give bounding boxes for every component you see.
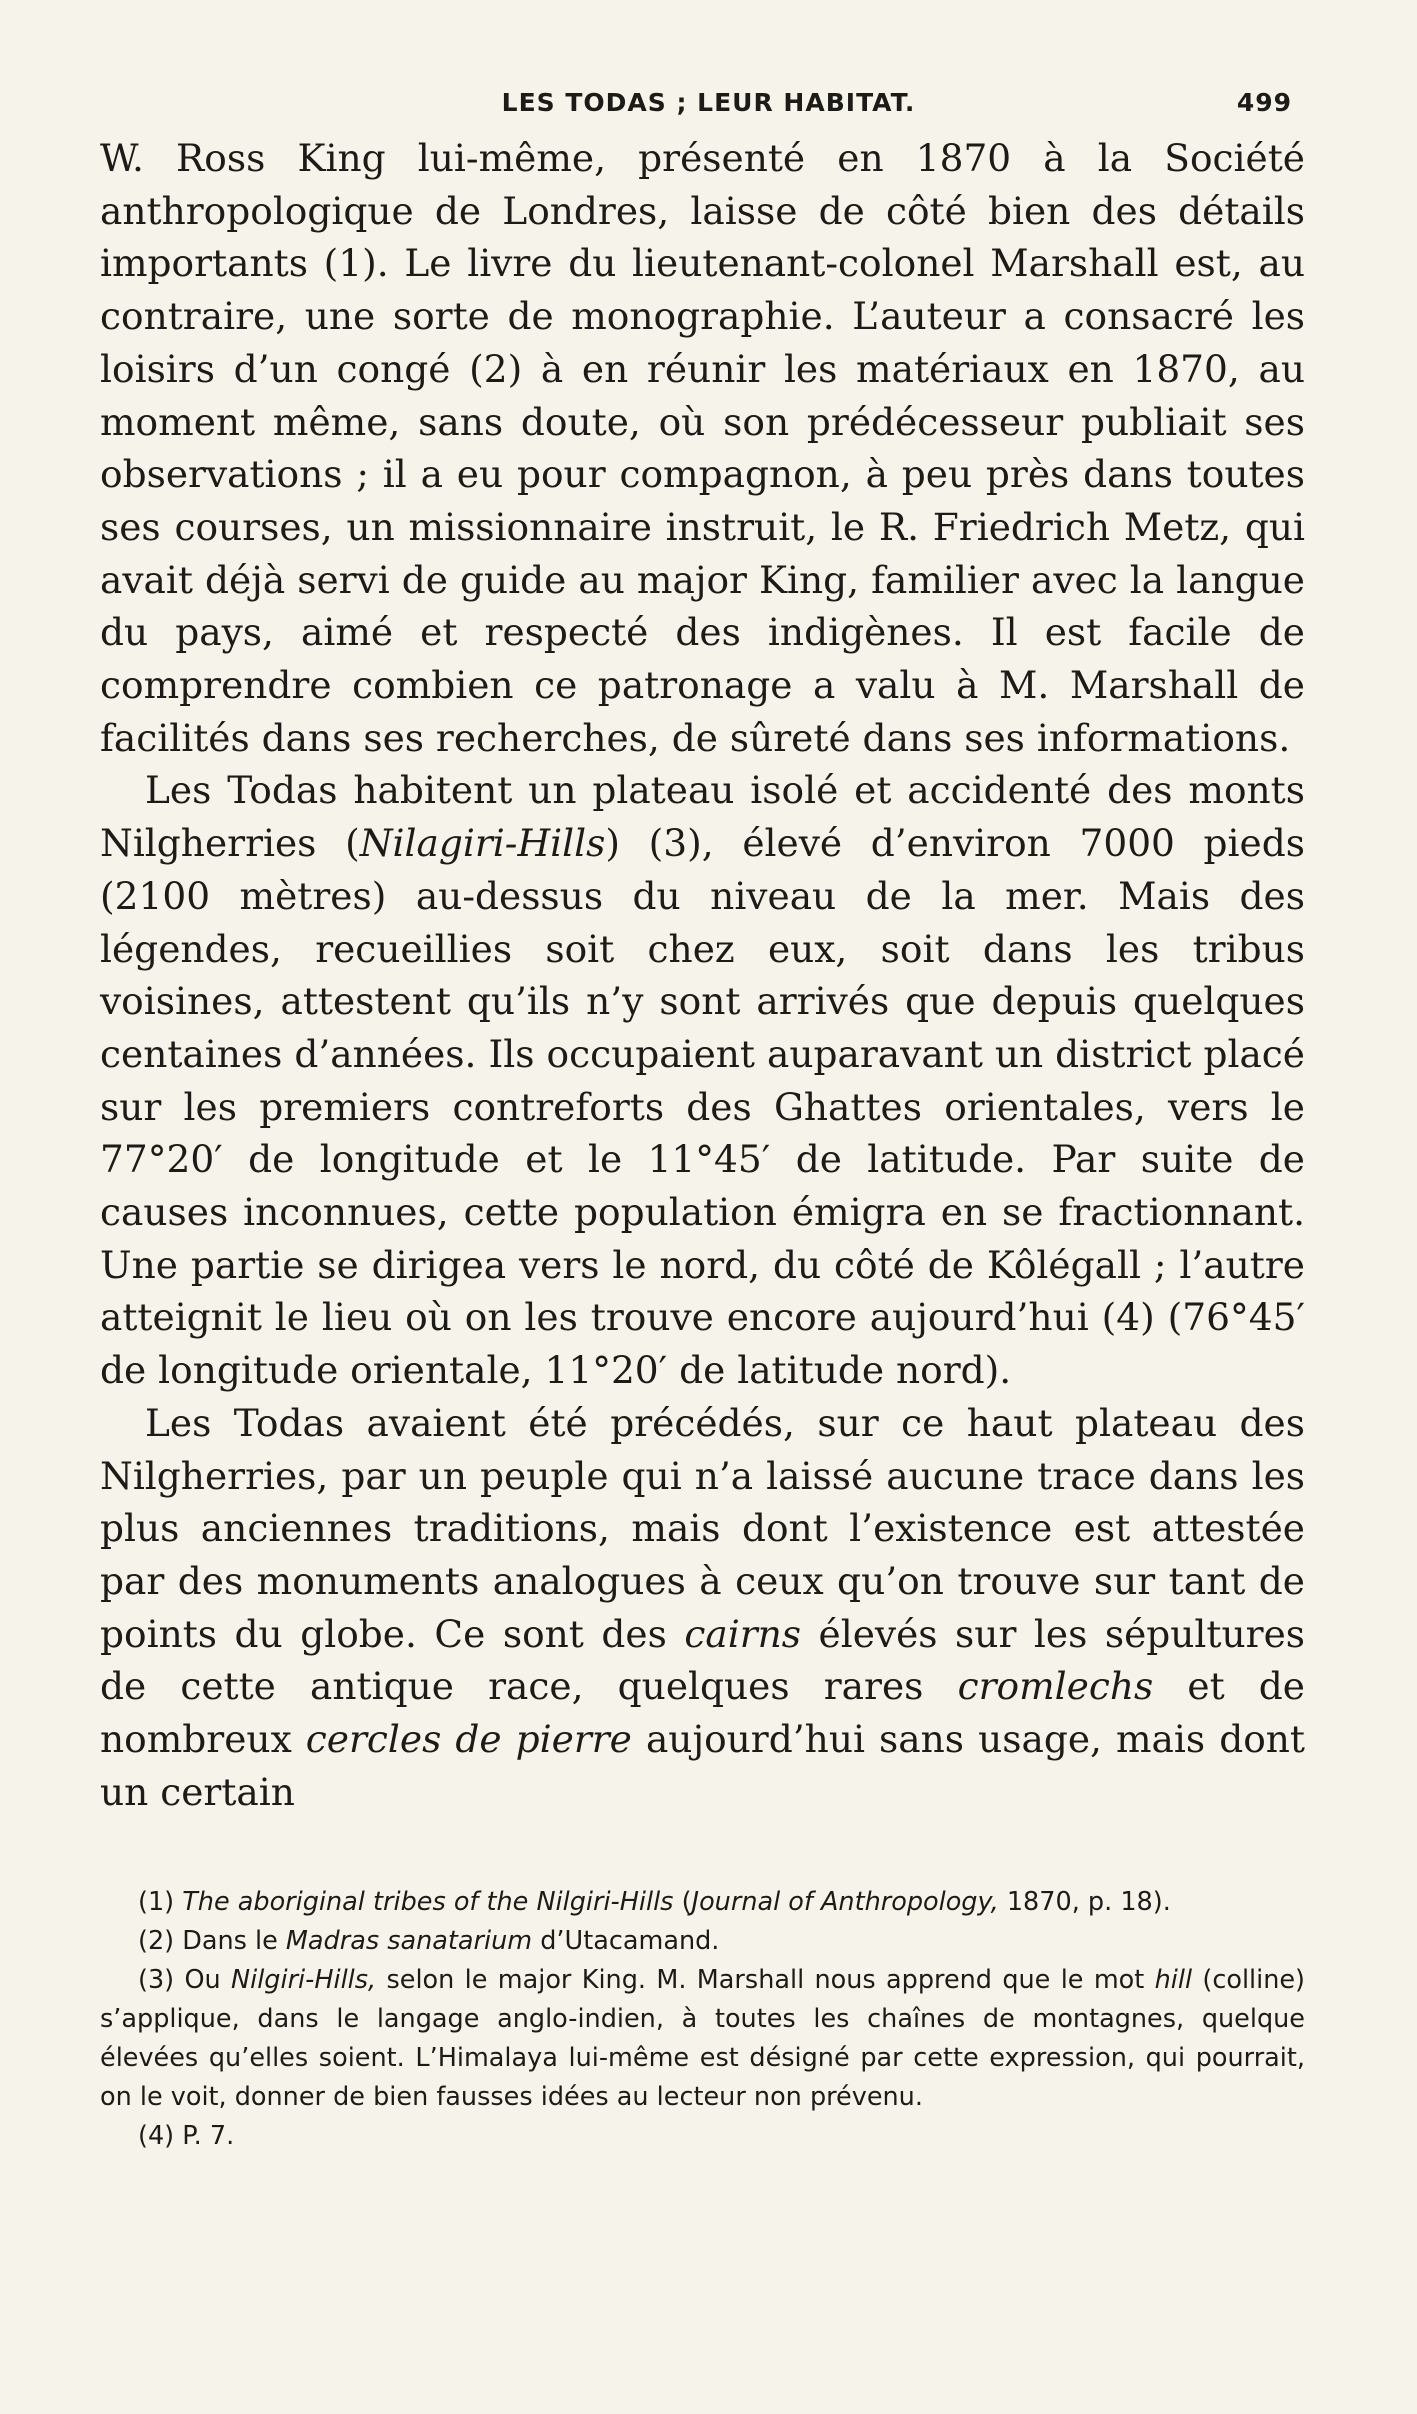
footnote-1-title: The aboriginal tribes of the Nilgiri-Hills — [182, 1887, 674, 1917]
footnote-2-text: d’Utacamand. — [532, 1926, 720, 1956]
footnote-2 — [100, 1922, 1305, 1961]
footnote-4-text: (4) P. 7. — [138, 2121, 235, 2151]
footnote-3 — [100, 1961, 1305, 2117]
footnote-2-italic: Madras sanatarium — [285, 1926, 533, 1956]
paragraph-1 — [100, 132, 1305, 764]
footnote-2-lead: (2) Dans le — [138, 1926, 286, 1956]
footnotes — [100, 1883, 1305, 2156]
footnote-1 — [100, 1883, 1305, 1922]
chapter-title: LES TODAS ; LEUR HABITAT. — [501, 88, 916, 117]
paragraph-3-italic-cromlechs: cromlechs — [957, 1664, 1154, 1709]
paragraph-3-italic-cercles: cercles de pierre — [305, 1717, 632, 1762]
main-text — [100, 132, 1305, 1819]
footnote-3-lead: (3) Ou — [138, 1965, 232, 1995]
paragraph-3-text-d: aujourd’hui sans usage, mais dont un certain — [100, 1717, 1306, 1814]
page-number: 499 — [1236, 88, 1292, 117]
footnote-3-text-a: selon le major King. M. Marshall nous apprend que le mot — [376, 1965, 1155, 1995]
footnote-1-number: (1) — [138, 1887, 183, 1917]
footnote-1-text-b: 1870, p. 18). — [998, 1887, 1171, 1917]
footnote-3-italic-nilgiri: Nilgiri-Hills, — [231, 1965, 377, 1995]
footnote-3-italic-hill: hill — [1154, 1965, 1193, 1995]
footnote-4 — [100, 2117, 1305, 2156]
footnote-3-text-b: (colline) s’applique, dans le langage anglo-indien, à toutes les chaînes de montagnes, quelque élevées qu’elles soient. L’Himalaya lui-même est désigné par cette expression, qui pourrait, on le voit, donner de bien fausses idées au lecteur non prévenu. — [100, 1965, 1305, 2112]
paragraph-2-text-b: ) (3), élevé d’environ 7000 pieds (2100 mètres) au-dessus du niveau de la mer. Mais des légendes, recueillies soit chez eux, soit dans les tribus voisines, attestent qu’ils n’y sont arrivés que depuis quelques centaines d’années. Ils occupaient auparavant un district placé sur les premiers contreforts des Ghattes orientales, vers le 77°20′ de longitude et le 11°45′ de latitude. Par suite de causes inconnues, cette population émigra en se fractionnant. Une partie se dirigea vers le nord, du côté de Kôlégall ; l’autre atteignit le lieu où on les trouve encore aujourd’hui (4) (76°45′ de longitude orientale, 11°20′ de latitude nord). — [100, 821, 1305, 1393]
paragraph-2-text-a: Les Todas habitent un plateau isolé et accidenté des monts Nilgherries ( — [100, 768, 1305, 866]
running-head — [0, 88, 1417, 128]
paragraph-2 — [100, 764, 1305, 1396]
paragraph-2-italic-nilagiri: Nilagiri-Hills — [359, 821, 606, 866]
paragraph-3-italic-cairns: cairns — [684, 1611, 802, 1656]
paragraph-1-text: W. Ross King lui-même, présenté en 1870 à la Société anthropologique de Londres, laisse de côté bien des détails importants (1). Le livre du lieutenant-colonel Marshall est, au contraire, une sorte de monographie. L’auteur a consacré les loisirs d’un congé (2) à en réunir les matériaux en 1870, au moment même, sans doute, où son prédécesseur publiait ses observations ; il a eu pour compagnon, à peu près dans toutes ses courses, un missionnaire instruit, le R. Friedrich Metz, qui avait déjà servi de guide au major King, familier avec la langue du pays, aimé et respecté des indigènes. Il est facile de comprendre combien ce patronage a valu à M. Marshall de facilités dans ses recherches, de sûreté dans ses informations. — [100, 136, 1305, 760]
paragraph-3 — [100, 1397, 1305, 1819]
paragraph-3-text-c: et de nombreux — [100, 1664, 1305, 1762]
footnote-1-journal: Journal of Anthropology, — [691, 1887, 999, 1917]
paragraph-3-text-a: Les Todas avaient été précédés, sur ce haut plateau des Nilgherries, par un peuple qui n’a laissé aucune trace dans les plus anciennes traditions, mais dont l’existence est attestée par des monuments analogues à ceux qu’on trouve sur tant de points du globe. Ce sont des — [100, 1400, 1305, 1656]
paragraph-3-text-b: élevés sur les sépultures de cette antique race, quelques rares — [100, 1611, 1306, 1709]
footnote-1-text-a: ( — [673, 1887, 692, 1917]
